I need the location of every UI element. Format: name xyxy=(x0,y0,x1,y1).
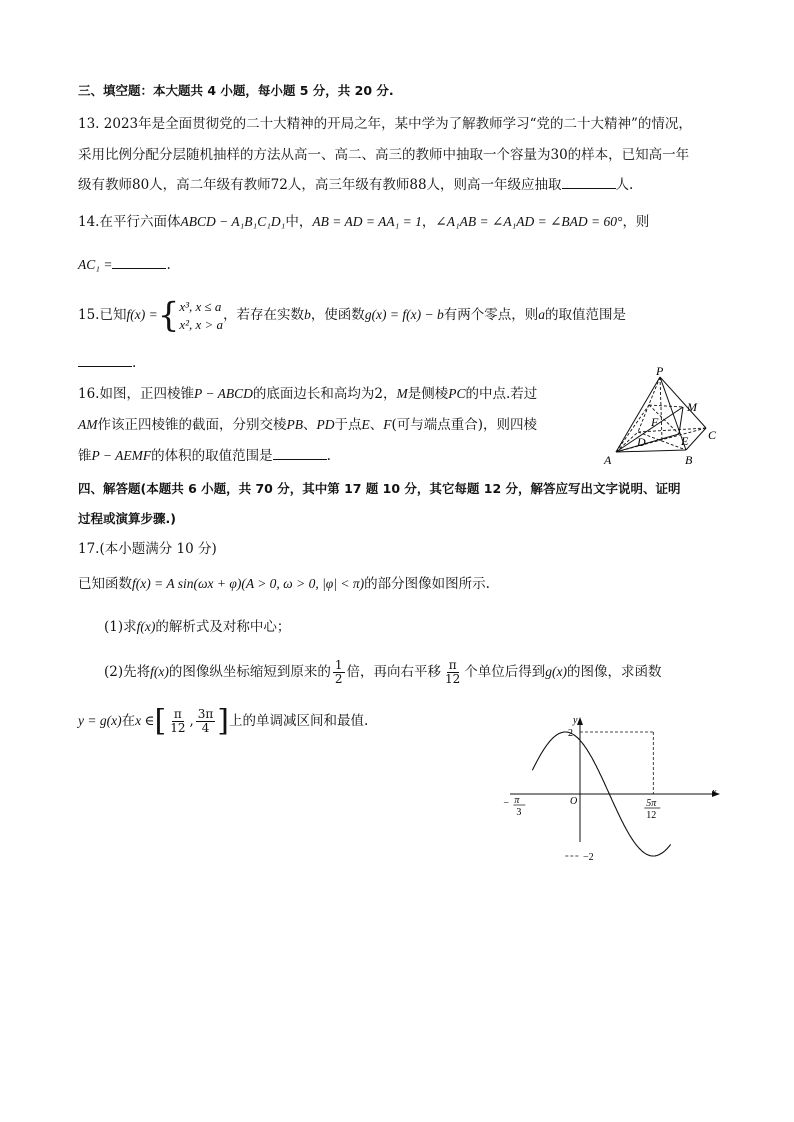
section4-heading-line2: 过程或演算步骤.) xyxy=(78,511,176,526)
q14-solid: ABCD − A₁B₁C₁D₁ xyxy=(180,214,286,229)
q17-p2-a: (2)先将 xyxy=(104,664,151,680)
tick-right-den: 12 xyxy=(646,810,657,821)
label-E: E xyxy=(681,434,689,448)
q15-tail: 的取值范围是 xyxy=(545,307,626,323)
q15-line1 xyxy=(78,290,626,340)
section4-heading-line1: 四、解答题(本题共 6 小题，共 70 分，其中第 17 题 10 分，其它每题 12 分，解答应写出文字说明、证明 xyxy=(78,481,681,496)
origin-label: O xyxy=(570,796,578,807)
fraction-shift xyxy=(443,659,462,686)
brace-icon: { xyxy=(157,295,180,336)
label-F: F xyxy=(651,415,659,429)
q17-p3-a: y = g(x) xyxy=(78,713,122,728)
label-P: P xyxy=(656,364,664,378)
q16-text-c: ， xyxy=(382,386,397,402)
q16-pyramid: P − ABCD xyxy=(193,386,253,401)
q16-text-d: 是侧棱 xyxy=(407,386,449,402)
q15-case2: x², x > a xyxy=(179,316,224,332)
q15-gfunc: g(x) = f(x) − b xyxy=(364,307,444,322)
section3-heading: 三、填空题：本大题共 4 小题，每小题 5 分，共 20 分. xyxy=(78,83,394,98)
q14-text-b: 中， xyxy=(285,214,313,230)
q13-line2: 采用比例分配分层随机抽样的方法从高一、高二、高三的教师中抽取一个容量为30的样本，已知高一年 xyxy=(78,147,690,163)
right-bracket-icon: ] xyxy=(217,703,230,739)
q17-part2 xyxy=(104,652,662,692)
edge-AB xyxy=(616,450,686,452)
q17-stem-b: 的部分图像如图所示. xyxy=(364,576,490,592)
edge-FM xyxy=(649,405,683,407)
q15-func: f(x) = xyxy=(126,307,158,322)
tick-left-sign: − xyxy=(503,798,509,809)
label-D: D xyxy=(637,435,646,449)
tick-y-bottom: −2 xyxy=(583,852,594,863)
q16-text-i: 、 xyxy=(369,417,384,433)
label-B: B xyxy=(685,453,693,467)
q16-text-l: 的体积的取值范围是 xyxy=(151,448,273,464)
frac-num: 1 xyxy=(334,657,343,672)
q17-p1-b: 的解析式及对称中心； xyxy=(155,619,291,635)
q15-prefix: 15.已知 xyxy=(78,307,127,323)
edge-PC xyxy=(660,377,706,428)
frac-num: 3π xyxy=(197,706,214,721)
q16-e: E xyxy=(361,417,370,432)
tick-left-num: π xyxy=(514,795,520,806)
q16-text-j: (可与端点重合)，则四棱 xyxy=(391,417,538,433)
q15-mid: ，若存在实数 xyxy=(223,307,305,323)
q16-text-k: 锥 xyxy=(78,448,92,464)
q17-p3-b: 在 xyxy=(121,713,136,729)
q17-stem-a: 已知函数 xyxy=(78,576,132,592)
frac-den: 12 xyxy=(445,672,461,686)
q16-text-f: 作该正四棱锥的截面，分别交棱 xyxy=(97,417,287,433)
q14-text: 14.在平行六面体 xyxy=(78,214,181,230)
q15-end: . xyxy=(132,355,137,371)
q16-text-e: 的中点.若过 xyxy=(465,386,538,402)
q16-f: F xyxy=(383,417,392,432)
sine-graph xyxy=(500,712,728,863)
q17-cond: (A > 0, ω > 0, |φ| < π) xyxy=(241,576,365,591)
q16-line1 xyxy=(78,383,537,405)
frac-den: 4 xyxy=(201,721,210,735)
answer-blank[interactable] xyxy=(112,254,166,269)
q16-text-h: 于点 xyxy=(334,417,362,433)
q16-text-g: 、 xyxy=(303,417,317,433)
q15-piecewise xyxy=(179,298,223,334)
q13-line3-end: 人. xyxy=(615,177,634,193)
pyramid-figure xyxy=(596,364,726,470)
q15-a: a xyxy=(538,307,545,322)
tick-labels xyxy=(503,728,660,863)
fraction-half xyxy=(333,659,345,686)
frac-den: 2 xyxy=(334,672,343,686)
frac-num: π xyxy=(173,706,182,721)
q15-mid2: ，使函数 xyxy=(310,307,365,323)
q17-p2-b: 的图像纵坐标缩短到原来的 xyxy=(168,664,331,680)
q16-am: AM xyxy=(78,417,98,432)
y-axis-arrow-icon xyxy=(577,717,583,725)
q17-p1-a: (1)求 xyxy=(104,619,137,635)
q16-text-b: 的底面边长和高均为 xyxy=(252,386,375,402)
tick-y-top: 2 xyxy=(568,728,573,739)
q16-line2 xyxy=(78,414,537,436)
q16-m: M xyxy=(396,386,408,401)
q15-b: b xyxy=(304,307,311,322)
q13-line3 xyxy=(78,174,633,196)
answer-blank[interactable] xyxy=(562,174,616,189)
q13-line3-text: 级有教师80人，高二年级有教师72人，高三年级有教师88人，则高一年级应抽取 xyxy=(78,177,562,193)
q16-pd: PD xyxy=(316,417,335,432)
fraction-int-left xyxy=(168,708,187,735)
fraction-int-right xyxy=(196,708,216,735)
q15-mid3: 有两个零点，则 xyxy=(443,307,539,323)
label-A: A xyxy=(604,453,612,467)
label-M: M xyxy=(687,400,697,414)
tick-right-num: 5π xyxy=(646,798,657,809)
q14-line2 xyxy=(78,254,171,276)
q17-p1-f: f(x) xyxy=(136,619,156,634)
q15-line2 xyxy=(78,352,136,374)
tick-left-den: 3 xyxy=(516,807,522,818)
q17-p2-e: 的图像，求函数 xyxy=(567,664,662,680)
x-axis-label: x xyxy=(712,787,717,798)
q16-aemf: P − AEMF xyxy=(91,448,152,463)
answer-blank[interactable] xyxy=(78,352,132,367)
q17-p2-f: f(x) xyxy=(150,664,169,679)
answer-blank[interactable] xyxy=(273,445,327,460)
left-bracket-icon: [ xyxy=(154,703,167,739)
label-C: C xyxy=(708,428,717,442)
q17-p2-c: 倍，再向右平移 xyxy=(346,664,441,680)
q14-line1 xyxy=(78,211,649,233)
q14-cond2: ∠A₁AB = ∠A₁AD = ∠BAD = 60° xyxy=(435,214,623,229)
q16-pc: PC xyxy=(448,386,466,401)
q17-p3-c: 上的单调减区间和最值. xyxy=(229,713,369,729)
q17-p3-x: x ∈ xyxy=(135,713,155,728)
q17-func: f(x) = A sin(ωx + φ) xyxy=(132,576,242,591)
q17-part1 xyxy=(104,616,290,638)
q17-p2-g: g(x) xyxy=(545,664,568,679)
q17-stem xyxy=(78,573,490,595)
q13-line1: 13. 2023年是全面贯彻党的二十大精神的开局之年，某中学为了解教师学习“党的二十大精神”的情况， xyxy=(78,116,692,132)
q16-text-a: 16.如图，正四棱锥 xyxy=(78,386,194,402)
q17-title: 17.(本小题满分 10 分) xyxy=(78,541,217,557)
q14-text-c: ，则 xyxy=(622,214,650,230)
q14-end: . xyxy=(166,257,171,273)
q14-cond1: AB = AD = AA₁ = 1 xyxy=(312,214,422,229)
y-axis-label: y xyxy=(573,715,578,726)
edge-BC xyxy=(686,428,706,450)
frac-num: π xyxy=(448,657,457,672)
q16-pb: PB xyxy=(286,417,303,432)
q14-sep: ， xyxy=(421,214,436,230)
q16-two: 2 xyxy=(374,386,383,402)
q17-part2-line2: y = g(x)在x ∈[ $\frac{\pi}{12}$ , $\frac{3\pi}{4}$ ]上的单调减区间和最值. xyxy=(78,703,369,739)
q16-end: . xyxy=(326,448,331,464)
frac-den: 12 xyxy=(170,721,186,735)
q15-case1: x³, x ≤ a xyxy=(179,298,222,314)
q14-answer-label: AC₁ = xyxy=(78,257,113,272)
q17-p2-d: 个单位后得到 xyxy=(464,664,546,680)
q16-line3 xyxy=(78,445,331,467)
